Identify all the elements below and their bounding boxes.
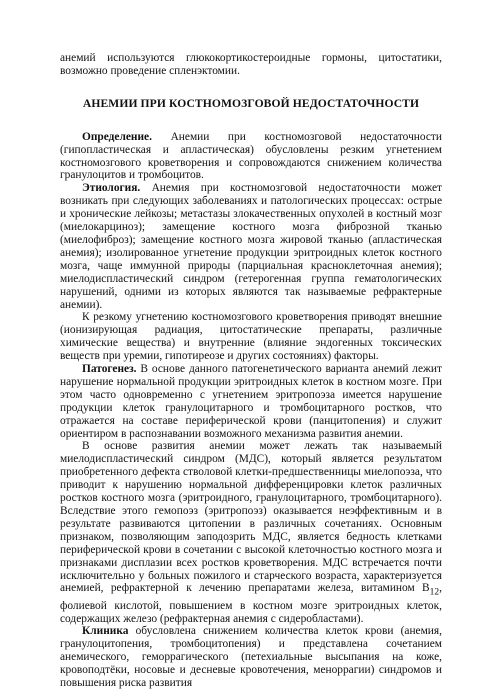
mds-paragraph — [60, 440, 442, 625]
definition-text: Анемии при костномозговой недостаточности (гипопластическая и апластическая) обусловлены резким угнетением костномозгового кроветворения и сопровождаются снижением количества гранулоцитов и тромбоцитов. — [60, 130, 442, 182]
vitamin-subscript: 12 — [429, 587, 440, 598]
section-title: АНЕМИИ ПРИ КОСТНОМОЗГОВОЙ НЕДОСТАТОЧНОСТИ — [82, 96, 420, 110]
intro-paragraph: анемий используются глюкокортикостероидные гормоны, цитостатики, возможно проведение спленэктомии. — [60, 52, 442, 77]
mds-text-start: В основе развития анемии может лежать так называемый миелодиспластический синдром (МДС), который является результатом приобретенного дефекта стволовой клетки-предшественницы миелопоэза, что приводит к нарушению нормальной дифференцировки клеток различных ростков костного мозга (эритроидного, гранулоцитарного, тромбоцитарного). Вследствие этого гемопоэз (эритропоэз) оказывается неэффективным и в результате развиваются цитопении в различных сочетаниях. Основным признаком, позволяющим заподозрить МДС, является бедность клетками периферической крови в сочетании с высокой клеточностью костного мозга и признаками дисплазии всех ростков кроветворения. МДС встречается почти исключительно у больных пожилого и старческого возраста, характеризуется анемией, рефрактерной к лечению препаратами железа, витамином В — [60, 440, 442, 595]
definition-paragraph — [60, 131, 442, 183]
document-body — [60, 52, 442, 690]
pathogenesis-label: Патогенез. — [82, 363, 137, 376]
pathogenesis-text: В основе данного патогенетического варианта анемий лежит нарушение нормальной продукции эритроидных клеток в костном мозге. При этом часто одновременно с угнетением эритропоэза имеется нарушение продукции клеток гранулоцитарного и тромбоцитарного ростков, что отражается на составе периферической крови (панцитопения) и служит ориентиром в распознавании возможного механизма развития анемии. — [60, 363, 442, 440]
mds-text-end: , фолиевой кислотой, повышением в костном мозге эритроидных клеток, содержащих железо (рефрактерная анемия с сидеробластами). — [60, 582, 442, 625]
clinic-text: обусловлена снижением количества клеток крови (анемия, гранулоцитопения, тромбоцитопения) и представлена сочетанием анемического, геморрагического (петехиальные высыпания на коже, кровоподтёки, носовые и десневые кровотечения, меноррагии) синдромов и повышения риска развития — [60, 625, 442, 690]
etiology-text: Анемия при костномозговой недостаточности может возникать при следующих заболеваниях и патологических процессах: острые и хронические лейкозы; метастазы злокачественных опухолей в костный мозг (миелокарциноз); замещение костного мозга фиброзной тканью (миелофиброз); замещение костного мозга жировой тканью (апластическая анемия); изолированное угнетение продукции эритроидных клеток костного мозга, чаще иммунной природы (парциальная красноклеточная анемия); миелодиспластический синдром (гетерогенная группа гематологических нарушений, одними из которых являются так называемые рефрактерные анемии). — [60, 182, 442, 311]
clinic-paragraph — [60, 625, 442, 690]
pathogenesis-paragraph — [60, 363, 442, 440]
clinic-label: Клиника — [82, 625, 129, 638]
etiology-paragraph — [60, 182, 442, 311]
causes-paragraph: К резкому угнетению костномозгового кроветворения приводят внешние (ионизирующая радиация, цитостатические препараты, различные химические вещества) и внутренние (влияние эндогенных токсических веществ при уремии, гипотиреозе и других состояниях) факторы. — [60, 311, 442, 363]
etiology-label: Этиология. — [82, 182, 141, 195]
definition-label: Определение. — [82, 130, 152, 143]
